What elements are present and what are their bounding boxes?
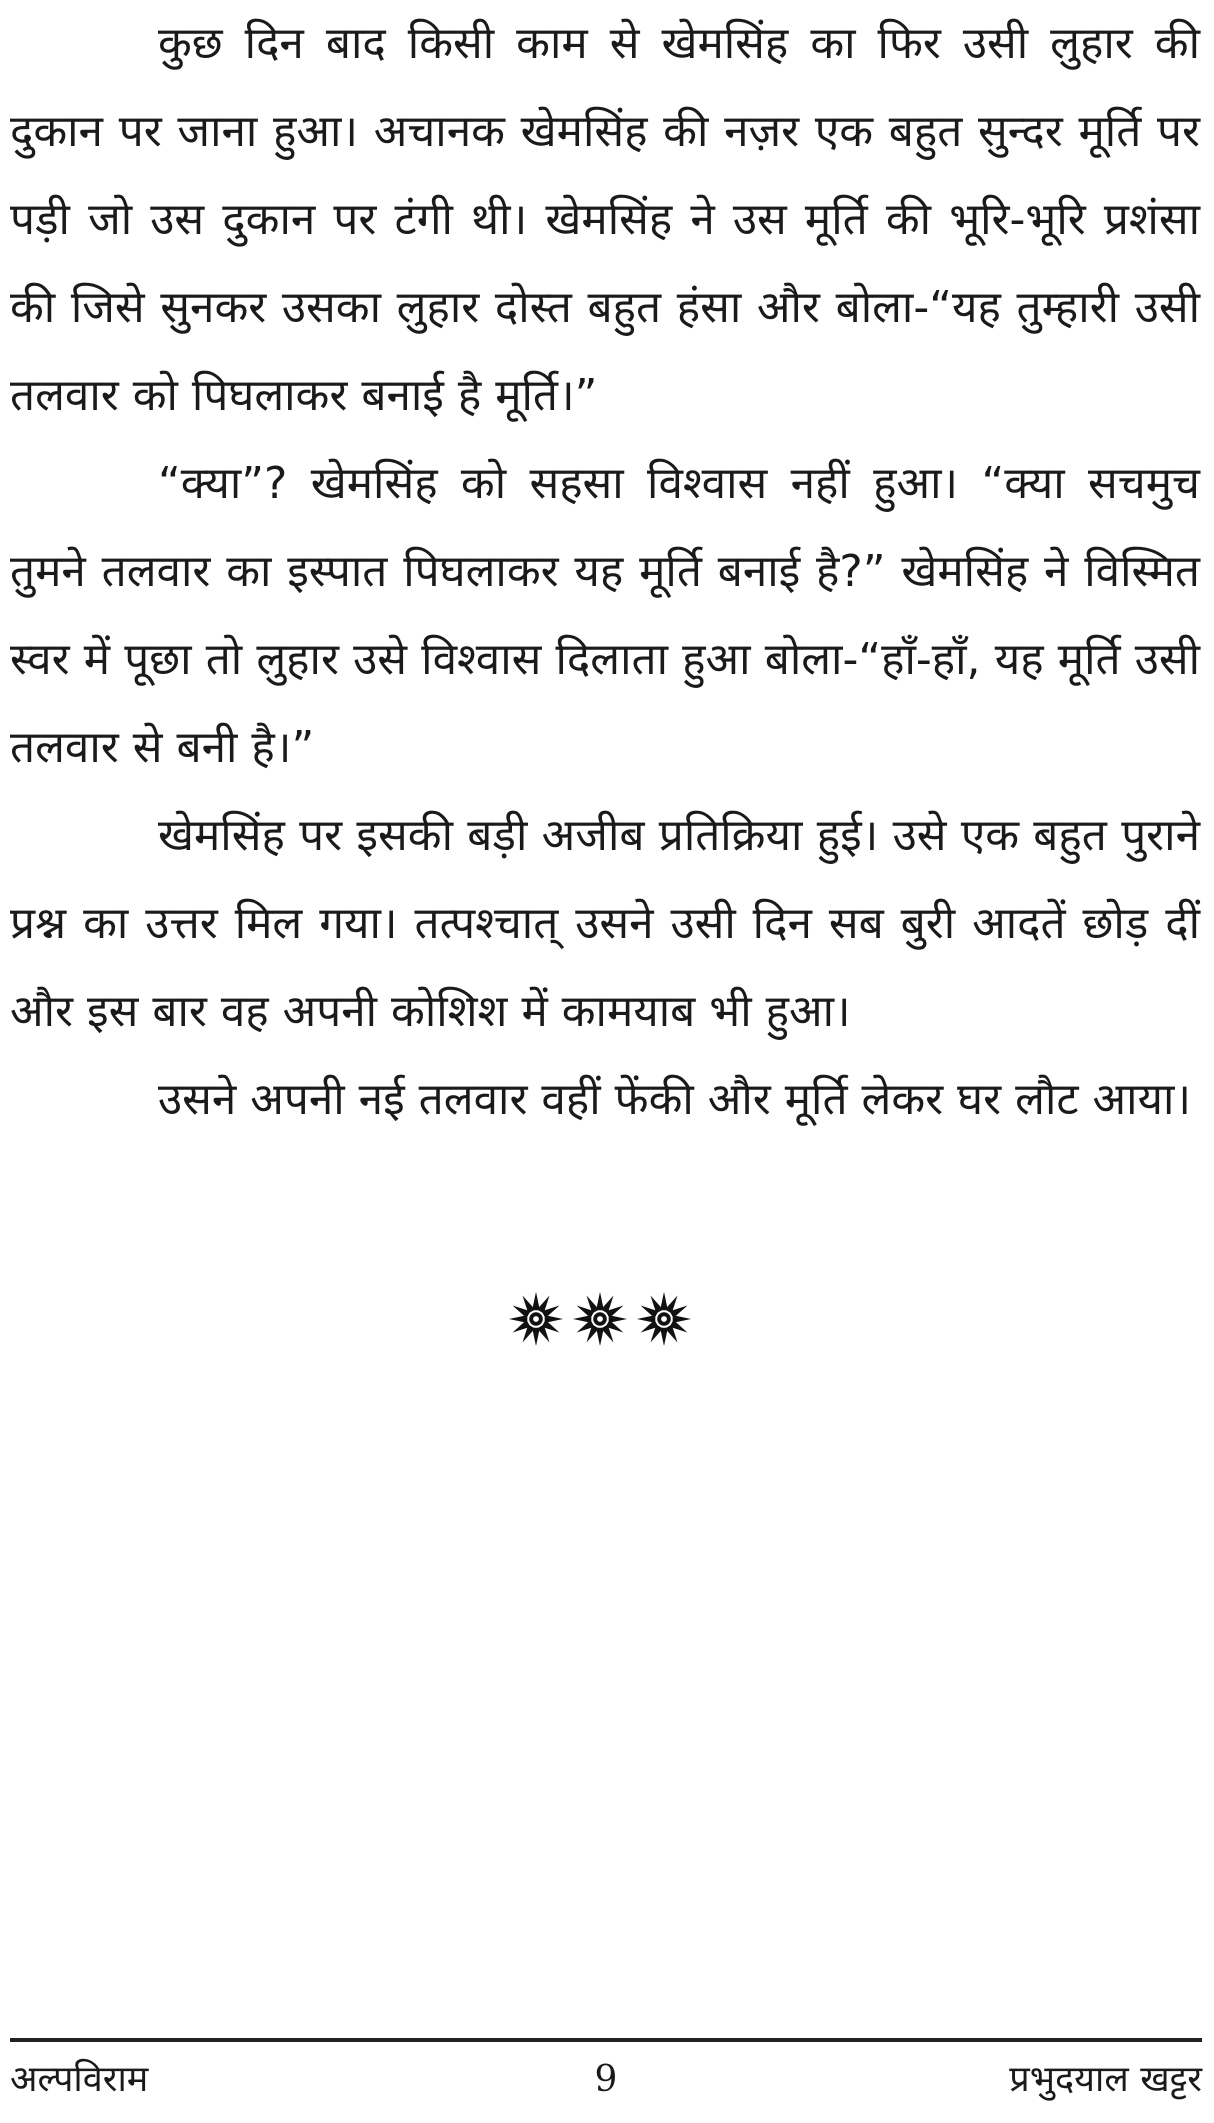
flower-ornament-icon bbox=[507, 1290, 565, 1354]
footer-book-title: अल्पविराम bbox=[10, 2059, 149, 2100]
section-end-ornament bbox=[500, 1290, 700, 1354]
page-footer bbox=[10, 2050, 1202, 2110]
footer-author: प्रभुदयाल खट्टर bbox=[1009, 2059, 1202, 2100]
footer-page-number: 9 bbox=[594, 2059, 618, 2100]
flower-ornament-icon bbox=[571, 1290, 629, 1354]
paragraph-2: “क्या”? खेमसिंह को सहसा विश्वास नहीं हुआ। “क्या सचमुच तुमने तलवार का इस्पात पिघलाकर यह मूर्ति बनाई है?” खेमसिंह ने विस्मित स्वर में पूछा तो लुहार उसे विश्वास दिलाता हुआ बोला-“हाँ-हाँ, यह मूर्ति उसी तलवार से बनी है।” bbox=[10, 458, 1200, 773]
page-body bbox=[10, 0, 1200, 1144]
footer-divider bbox=[10, 2038, 1202, 2042]
paragraph-4: उसने अपनी नई तलवार वहीं फेंकी और मूर्ति लेकर घर लौट आया। bbox=[158, 1074, 1192, 1125]
paragraph-3: खेमसिंह पर इसकी बड़ी अजीब प्रतिक्रिया हुई। उसे एक बहुत पुराने प्रश्न का उत्तर मिल गया। तत्पश्चात् उसने उसी दिन सब बुरी आदतें छोड़ दीं और इस बार वह अपनी कोशिश में कामयाब भी हुआ। bbox=[10, 810, 1200, 1037]
paragraph-1: कुछ दिन बाद किसी काम से खेमसिंह का फिर उसी लुहार की दुकान पर जाना हुआ। अचानक खेमसिंह की नज़र एक बहुत सुन्दर मूर्ति पर पड़ी जो उस दुकान पर टंगी थी। खेमसिंह ने उस मूर्ति की भूरि-भूरि प्रशंसा की जिसे सुनकर उसका लुहार दोस्त बहुत हंसा और बोला-“यह तुम्हारी उसी तलवार को पिघलाकर बनाई है मूर्ति।” bbox=[10, 18, 1200, 421]
flower-ornament-icon bbox=[635, 1290, 693, 1354]
